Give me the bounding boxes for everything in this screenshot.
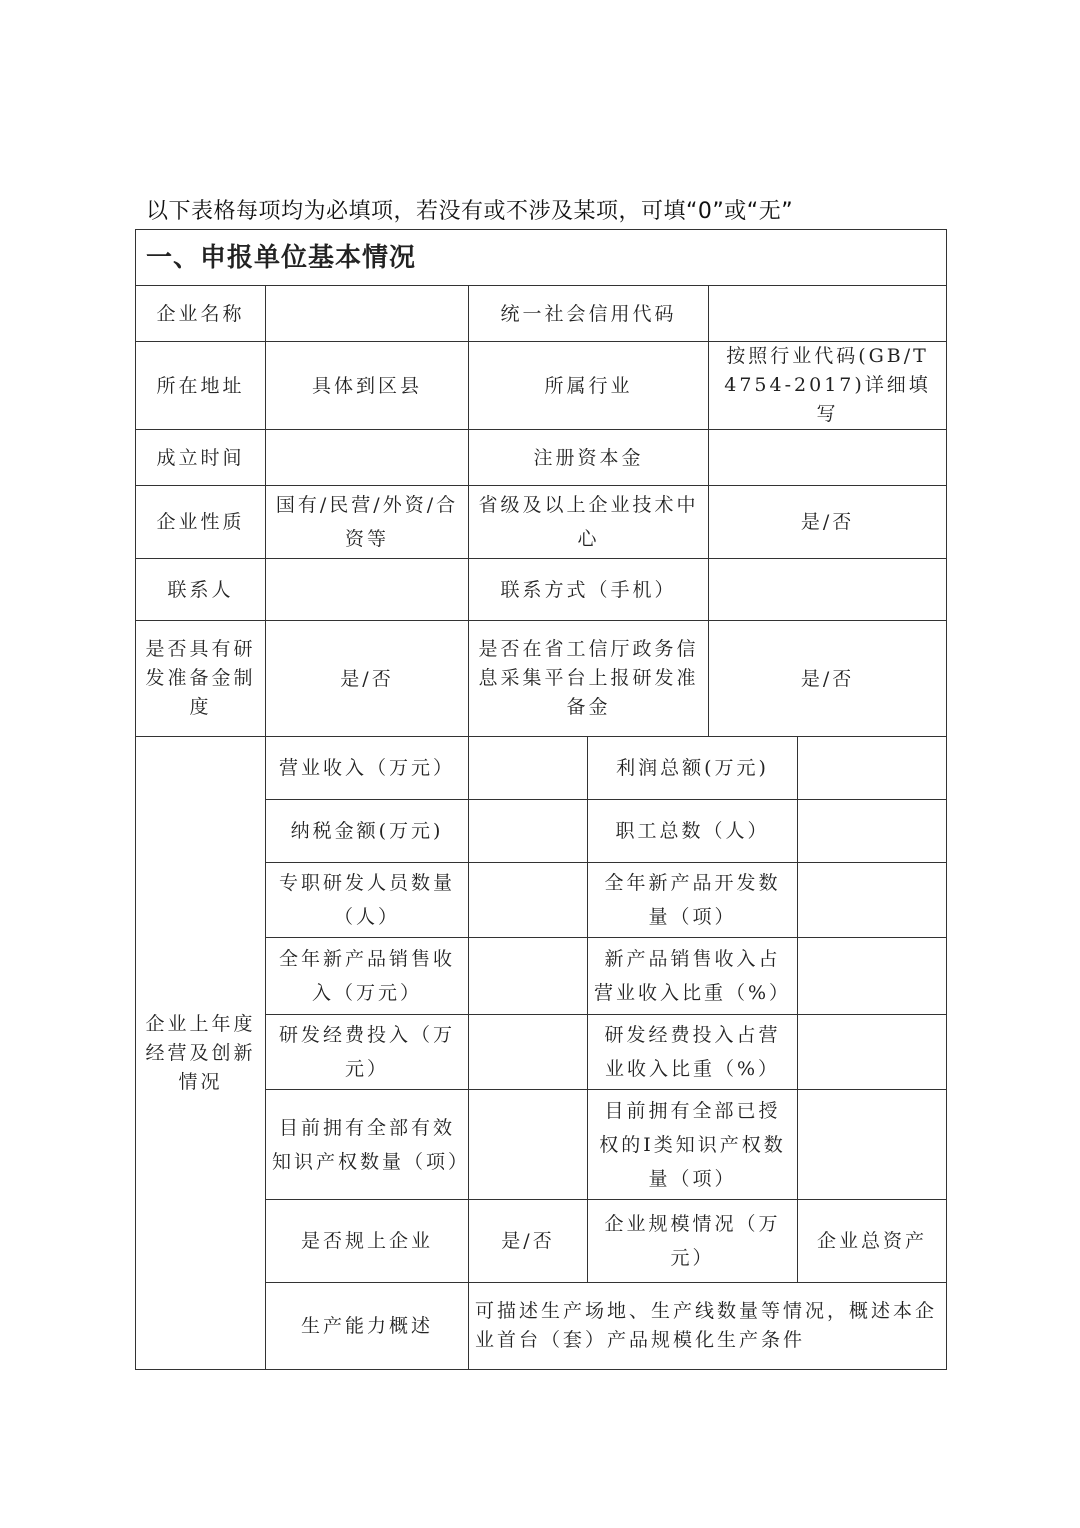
label-profit: 利润总额(万元) bbox=[588, 737, 798, 800]
field-revenue[interactable] bbox=[469, 737, 588, 800]
field-rd-reserve[interactable]: 是/否 bbox=[266, 621, 469, 737]
label-contact-phone: 联系方式（手机） bbox=[469, 559, 709, 621]
label-new-product-sales: 全年新产品销售收入（万元） bbox=[266, 938, 469, 1015]
label-rd-reserve: 是否具有研发准备金制度 bbox=[136, 621, 266, 737]
label-company-name: 企业名称 bbox=[136, 286, 266, 342]
field-contact[interactable] bbox=[266, 559, 469, 621]
instruction-note: 以下表格每项均为必填项，若没有或不涉及某项，可填“0”或“无” bbox=[146, 199, 794, 224]
field-scale[interactable]: 企业总资产 bbox=[798, 1200, 947, 1283]
label-industry: 所属行业 bbox=[469, 342, 709, 430]
field-ip-total[interactable] bbox=[469, 1090, 588, 1200]
field-above-scale[interactable]: 是/否 bbox=[469, 1200, 588, 1283]
field-company-name[interactable] bbox=[266, 286, 469, 342]
label-capacity: 生产能力概述 bbox=[266, 1283, 469, 1370]
label-rd-spend-ratio: 研发经费投入占营业收入比重（%） bbox=[588, 1015, 798, 1090]
label-rd-staff: 专职研发人员数量（人） bbox=[266, 863, 469, 938]
field-new-product-ratio[interactable] bbox=[798, 938, 947, 1015]
field-employees[interactable] bbox=[798, 800, 947, 863]
label-revenue: 营业收入（万元） bbox=[266, 737, 469, 800]
label-ops-group: 企业上年度经营及创新情况 bbox=[136, 737, 266, 1370]
label-tax: 纳税金额(万元) bbox=[266, 800, 469, 863]
label-reg-capital: 注册资本金 bbox=[469, 430, 709, 486]
application-form-table bbox=[135, 229, 947, 1370]
field-tax[interactable] bbox=[469, 800, 588, 863]
field-reg-capital[interactable] bbox=[709, 430, 947, 486]
field-address[interactable]: 具体到区县 bbox=[266, 342, 469, 430]
field-new-product-sales[interactable] bbox=[469, 938, 588, 1015]
label-employees: 职工总数（人） bbox=[588, 800, 798, 863]
label-new-product-ratio: 新产品销售收入占营业收入比重（%） bbox=[588, 938, 798, 1015]
section-title: 一、申报单位基本情况 bbox=[136, 230, 947, 286]
label-ip-class1: 目前拥有全部已授权的I类知识产权数量（项） bbox=[588, 1090, 798, 1200]
label-new-products: 全年新产品开发数量（项） bbox=[588, 863, 798, 938]
field-founded[interactable] bbox=[266, 430, 469, 486]
label-rd-report: 是否在省工信厅政务信息采集平台上报研发准备金 bbox=[469, 621, 709, 737]
field-new-products[interactable] bbox=[798, 863, 947, 938]
field-credit-code[interactable] bbox=[709, 286, 947, 342]
label-address: 所在地址 bbox=[136, 342, 266, 430]
field-industry[interactable]: 按照行业代码(GB/T 4754-2017)详细填写 bbox=[709, 342, 947, 430]
field-nature[interactable]: 国有/民营/外资/合资等 bbox=[266, 486, 469, 559]
label-above-scale: 是否规上企业 bbox=[266, 1200, 469, 1283]
field-rd-spend[interactable] bbox=[469, 1015, 588, 1090]
label-founded: 成立时间 bbox=[136, 430, 266, 486]
field-rd-report[interactable]: 是/否 bbox=[709, 621, 947, 737]
label-credit-code: 统一社会信用代码 bbox=[469, 286, 709, 342]
field-contact-phone[interactable] bbox=[709, 559, 947, 621]
field-ip-class1[interactable] bbox=[798, 1090, 947, 1200]
label-contact: 联系人 bbox=[136, 559, 266, 621]
field-profit[interactable] bbox=[798, 737, 947, 800]
label-nature: 企业性质 bbox=[136, 486, 266, 559]
field-rd-staff[interactable] bbox=[469, 863, 588, 938]
field-rd-spend-ratio[interactable] bbox=[798, 1015, 947, 1090]
label-ip-total: 目前拥有全部有效知识产权数量（项） bbox=[266, 1090, 469, 1200]
field-tech-center[interactable]: 是/否 bbox=[709, 486, 947, 559]
label-scale: 企业规模情况（万元） bbox=[588, 1200, 798, 1283]
label-tech-center: 省级及以上企业技术中心 bbox=[469, 486, 709, 559]
label-rd-spend: 研发经费投入（万元） bbox=[266, 1015, 469, 1090]
field-capacity[interactable]: 可描述生产场地、生产线数量等情况，概述本企业首台（套）产品规模化生产条件 bbox=[469, 1283, 947, 1370]
